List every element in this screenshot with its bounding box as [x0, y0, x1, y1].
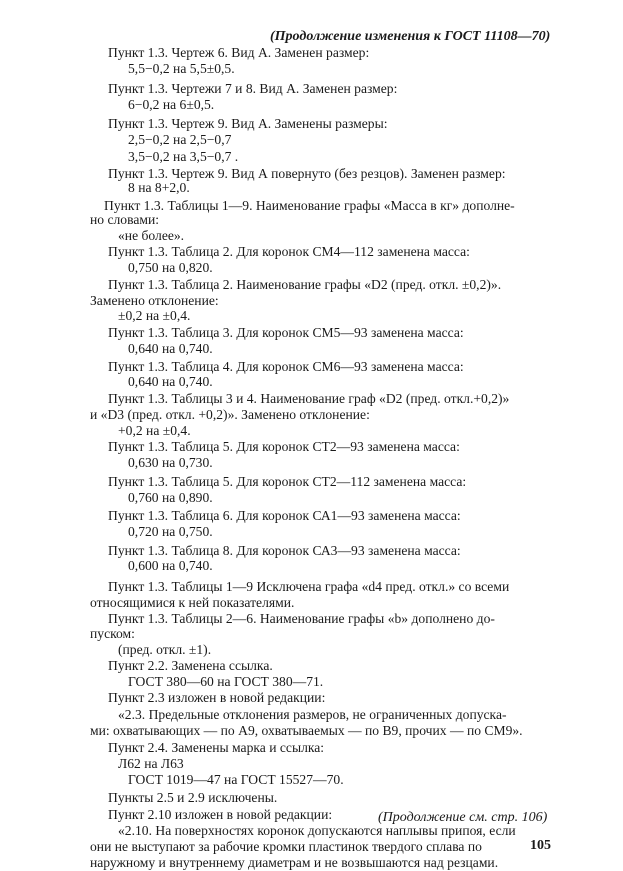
text-line: ми: охватывающих — по А9, охватываемых — по В9, прочих — по СМ9». — [90, 722, 523, 738]
text-line: Пункт 1.3. Таблицы 1—9. Наименование графы «Масса в кг» дополне- — [104, 197, 515, 213]
text-line: Пункт 1.3. Чертеж 9. Вид А повернуто (без резцов). Заменен размер: — [108, 166, 506, 182]
text-line: «2.3. Предельные отклонения размеров, не ограниченных допуска- — [118, 707, 507, 723]
text-line: 2,5−0,2 на 2,5−0,7 — [128, 131, 232, 147]
text-line: Пункт 1.3. Таблицы 3 и 4. Наименование граф «D2 (пред. откл.+0,2)» — [108, 391, 510, 407]
text-line: Пункт 2.10 изложен в новой редакции: — [108, 806, 333, 822]
text-line: 0,750 на 0,820. — [128, 260, 213, 276]
text-line: 0,640 на 0,740. — [128, 340, 213, 356]
text-line: Л62 на Л63 — [118, 756, 184, 772]
text-line: и «D3 (пред. откл. +0,2)». Заменено отклонение: — [90, 406, 370, 422]
text-line: 0,640 на 0,740. — [128, 374, 213, 390]
text-line: 0,720 на 0,750. — [128, 524, 213, 540]
text-line: 6−0,2 на 6±0,5. — [128, 96, 215, 112]
text-line: Пункт 1.3. Таблицы 1—9 Исключена графа «d4 пред. откл.» со всеми — [108, 579, 510, 595]
text-line: Пункт 1.3. Таблица 8. Для коронок СА3—93 заменена масса: — [108, 542, 461, 558]
text-line: ГОСТ 1019—47 на ГОСТ 15527—70. — [128, 772, 344, 788]
page-number: 105 — [530, 838, 551, 853]
text-line: 0,600 на 0,740. — [128, 558, 213, 574]
text-line: 0,760 на 0,890. — [128, 489, 213, 505]
text-line: пуском: — [90, 626, 135, 642]
text-line: Пункт 2.4. Заменены марка и ссылка: — [108, 739, 325, 755]
text-line: Пункт 1.3. Чертеж 6. Вид А. Заменен размер: — [108, 45, 370, 61]
text-line: Пункт 1.3. Таблица 2. Для коронок СМ4—112 заменена масса: — [108, 244, 470, 260]
text-line: Пункт 2.2. Заменена ссылка. — [108, 657, 273, 673]
text-line: Пункт 1.3. Чертеж 9. Вид А. Заменены размеры: — [108, 116, 388, 132]
text-line: 8 на 8+2,0. — [128, 180, 190, 196]
text-line: ГОСТ 380—60 на ГОСТ 380—71. — [128, 673, 324, 689]
text-line: Пункт 2.3 изложен в новой редакции: — [108, 690, 326, 706]
text-line: Пункт 1.3. Таблица 5. Для коронок СТ2—112 заменена масса: — [108, 473, 467, 489]
text-line: наружному и внутреннему диаметрам и не возвышаются над резцами. — [90, 854, 499, 870]
text-line: Пункт 1.3. Таблица 3. Для коронок СМ5—93 заменена масса: — [108, 325, 464, 341]
text-line: Пункт 1.3. Чертежи 7 и 8. Вид А. Заменен размер: — [108, 80, 398, 96]
text-line: Пункт 1.3. Таблица 6. Для коронок СА1—93 заменена масса: — [108, 508, 461, 524]
text-line: Пункт 1.3. Таблица 4. Для коронок СМ6—93 заменена масса: — [108, 358, 464, 374]
text-line: 3,5−0,2 на 3,5−0,7 . — [128, 148, 239, 164]
continuation-note: (Продолжение см. стр. 106) — [378, 810, 548, 825]
page-header: (Продолжение изменения к ГОСТ 11108—70) — [270, 29, 551, 44]
text-line: Пункт 1.3. Таблицы 2—6. Наименование графы «b» дополнено до- — [108, 610, 495, 626]
text-line: ±0,2 на ±0,4. — [118, 308, 191, 324]
text-line: Пункты 2.5 и 2.9 исключены. — [108, 789, 278, 805]
text-line: но словами: — [90, 211, 160, 227]
text-line: 0,630 на 0,730. — [128, 455, 213, 471]
text-line: «не более». — [118, 227, 185, 243]
text-line: они не выступают за рабочие кромки пластинок твердого сплава по — [90, 839, 482, 855]
text-line: Пункт 1.3. Таблица 5. Для коронок СТ2—93 заменена масса: — [108, 439, 460, 455]
text-line: +0,2 на ±0,4. — [118, 422, 191, 438]
text-line: относящимися к ней показателями. — [90, 594, 295, 610]
text-line: (пред. откл. ±1). — [118, 642, 212, 658]
text-line: «2.10. На поверхностях коронок допускаются наплывы припоя, если — [118, 823, 516, 839]
text-line: 5,5−0,2 на 5,5±0,5. — [128, 61, 235, 77]
text-line: Заменено отклонение: — [90, 292, 219, 308]
text-line: Пункт 1.3. Таблица 2. Наименование графы «D2 (пред. откл. ±0,2)». — [108, 276, 502, 292]
